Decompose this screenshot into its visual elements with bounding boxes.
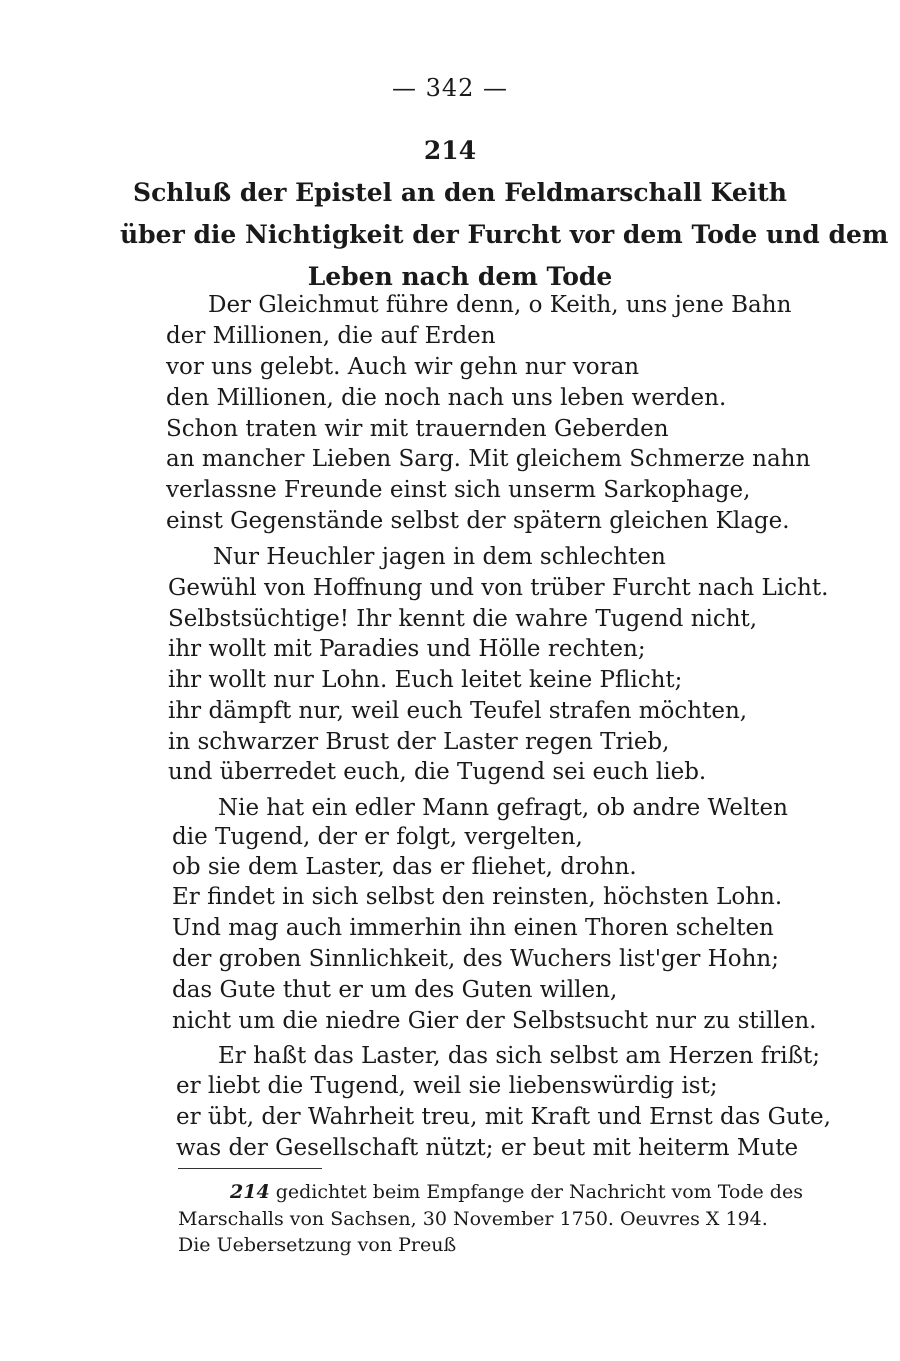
verse-line: verlassne Freunde einst sich unserm Sarkophage, <box>166 477 751 503</box>
footnote-number: 214 <box>230 1181 270 1203</box>
verse-line: der groben Sinnlichkeit, des Wuchers list'ger Hohn; <box>172 946 779 972</box>
verse-line: ihr wollt mit Paradies und Hölle rechten; <box>168 636 646 662</box>
verse-line: er liebt die Tugend, weil sie liebenswürdig ist; <box>176 1073 718 1099</box>
verse-line: ihr wollt nur Lohn. Euch leitet keine Pflicht; <box>168 667 683 693</box>
verse-line: Der Gleichmut führe denn, o Keith, uns jene Bahn <box>208 292 792 318</box>
verse-line: Er haßt das Laster, das sich selbst am Herzen frißt; <box>218 1043 820 1069</box>
verse-line: Selbstsüchtige! Ihr kennt die wahre Tugend nicht, <box>168 606 758 632</box>
verse-line: einst Gegenstände selbst der spätern gleichen Klage. <box>166 508 790 534</box>
verse-line: Nur Heuchler jagen in dem schlechten <box>213 544 666 570</box>
poem-number: 214 <box>423 136 477 165</box>
footnote-line <box>230 1178 803 1206</box>
verse-line: nicht um die niedre Gier der Selbstsucht nur zu stillen. <box>172 1008 817 1034</box>
title-line: Schluß der Epistel an den Feldmarschall Keith <box>133 178 787 207</box>
verse-line: Und mag auch immerhin ihn einen Thoren schelten <box>172 915 774 941</box>
verse-line: in schwarzer Brust der Laster regen Trieb, <box>168 729 670 755</box>
verse-line: Gewühl von Hoffnung und von trüber Furcht nach Licht. <box>168 575 829 601</box>
verse-line: Er findet in sich selbst den reinsten, höchsten Lohn. <box>172 884 783 910</box>
footnote-line: Die Uebersetzung von Preuß <box>178 1234 457 1256</box>
verse-line: vor uns gelebt. Auch wir gehn nur voran <box>166 354 640 380</box>
verse-line: und überredet euch, die Tugend sei euch lieb. <box>168 759 707 785</box>
title-line: Leben nach dem Tode <box>307 262 613 291</box>
footnote-line: Marschalls von Sachsen, 30 November 1750. Oeuvres X 194. <box>178 1208 768 1230</box>
verse-line: die Tugend, der er folgt, vergelten, <box>172 824 583 850</box>
verse-line: ihr dämpft nur, weil euch Teufel strafen möchten, <box>168 698 748 724</box>
title-line: über die Nichtigkeit der Furcht vor dem Tode und dem <box>120 220 889 249</box>
page-number: — 342 — <box>391 74 509 102</box>
footnote-rule <box>178 1168 322 1169</box>
poem-title <box>120 172 889 298</box>
verse-line: das Gute thut er um des Guten willen, <box>172 977 618 1003</box>
verse-line: Schon traten wir mit trauernden Geberden <box>166 416 669 442</box>
footnote-text: gedichtet beim Empfange der Nachricht vom Tode des <box>275 1181 803 1203</box>
verse-line: er übt, der Wahrheit treu, mit Kraft und Ernst das Gute, <box>176 1104 831 1130</box>
verse-line: Nie hat ein edler Mann gefragt, ob andre Welten <box>218 795 788 821</box>
verse-line: an mancher Lieben Sarg. Mit gleichem Schmerze nahn <box>166 446 811 472</box>
verse-line: der Millionen, die auf Erden <box>166 323 496 349</box>
verse-line: was der Gesellschaft nützt; er beut mit heiterm Mute <box>176 1135 799 1161</box>
verse-line: den Millionen, die noch nach uns leben werden. <box>166 385 727 411</box>
verse-line: ob sie dem Laster, das er fliehet, drohn. <box>172 854 637 880</box>
